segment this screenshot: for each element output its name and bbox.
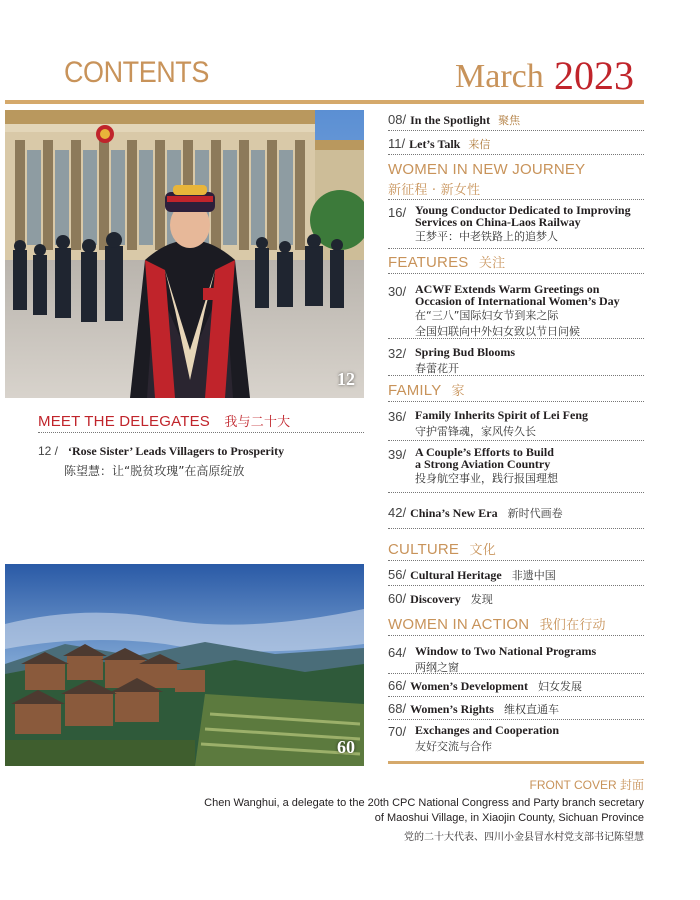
entry-title-cn: 王梦平：中老铁路上的追梦人 <box>415 230 558 243</box>
entry-page-number: 56/ <box>388 567 407 582</box>
toc-divider <box>388 154 644 155</box>
entry-title-en: Window to Two National Programs <box>415 644 597 658</box>
entry-page-number: 36/ <box>388 409 407 424</box>
entry-page-number: 16/ <box>388 205 407 220</box>
toc-divider <box>388 696 644 697</box>
section-divider <box>388 273 644 274</box>
entry-title-en: ACWF Extends Warm Greetings on <box>415 282 600 296</box>
entry-title-cn: 聚焦 <box>498 114 521 127</box>
entry-page-number: 70/ <box>388 724 407 739</box>
entry-page-number: 11/ <box>388 136 406 151</box>
entry-page-number: 42/ <box>388 505 407 520</box>
entry-title-cn: 在“三八”国际妇女节到来之际 <box>415 309 559 322</box>
header-rule <box>5 100 644 104</box>
toc-entry-16[interactable] <box>388 203 631 243</box>
entry-title-en: Family Inherits Spirit of Lei Feng <box>415 408 588 422</box>
entry-page-number: 66/ <box>388 678 407 693</box>
section-heading-en: FEATURES <box>388 254 469 271</box>
section-divider <box>388 635 644 636</box>
entry-title-en: A Couple’s Efforts to Build <box>415 445 554 459</box>
entry-page-number: 12 / <box>38 444 59 458</box>
section-heading-cn: 新征程 · 新女性 <box>388 183 481 198</box>
section-features <box>388 252 505 271</box>
entry-title-en: Exchanges and Cooperation <box>415 723 560 737</box>
entry-title-en: In the Spotlight <box>410 113 491 127</box>
toc-entry-30[interactable] <box>388 282 620 338</box>
toc-divider <box>388 528 644 529</box>
entry-title-cn: 陈望慧：让“脱贫玫瑰”在高原绽放 <box>64 464 245 478</box>
toc-divider <box>388 248 644 249</box>
entry-title-en: Women’s Rights <box>410 702 494 716</box>
section-heading-cn: 我们在行动 <box>539 618 606 633</box>
entry-title-cn-line2: 全国妇联向中外妇女致以节日问候 <box>415 325 580 338</box>
entry-title-cn: 投身航空事业，践行报国理想 <box>415 472 558 485</box>
entry-title-en-line2: Occasion of International Women’s Day <box>415 294 620 308</box>
entry-title-cn: 来信 <box>468 138 491 151</box>
toc-divider <box>388 492 644 493</box>
section-heading-cn: 关注 <box>478 256 506 271</box>
toc-entry-36[interactable] <box>388 408 588 438</box>
section-heading-en: WOMEN IN ACTION <box>388 616 530 633</box>
entry-title-en-line2: a Strong Aviation Country <box>415 457 551 471</box>
entry-page-number: 39/ <box>388 447 407 462</box>
toc-divider <box>388 719 644 720</box>
toc-entry-66[interactable] <box>388 677 582 695</box>
top-photo <box>5 110 364 398</box>
entry-page-number: 60/ <box>388 591 407 606</box>
toc-entry-lets-talk[interactable] <box>388 135 490 153</box>
entry-title-en: Young Conductor Dedicated to Improving <box>415 203 631 217</box>
toc-entry-56[interactable] <box>388 566 556 584</box>
bottom-photo <box>5 564 364 766</box>
issue-year: 2023 <box>554 53 634 98</box>
entry-title-cn: 友好交流与合作 <box>415 740 492 753</box>
toc-entry-32[interactable] <box>388 345 516 375</box>
entry-title-cn: 发现 <box>470 593 493 606</box>
entry-title-en: Discovery <box>410 592 461 606</box>
toc-bottom-rule <box>388 761 644 764</box>
entry-title-cn: 妇女发展 <box>537 680 582 693</box>
front-cover-label: FRONT COVER 封面 <box>529 778 644 792</box>
delegates-entry[interactable] <box>38 442 368 479</box>
toc-divider <box>388 585 644 586</box>
entry-title-en: Let’s Talk <box>409 137 461 151</box>
toc-entry-spotlight[interactable] <box>388 111 520 129</box>
cover-caption-cn: 党的二十大代表、四川小金县冒水村党支部书记陈望慧 <box>404 832 644 843</box>
entry-page-number: 08/ <box>388 112 407 127</box>
entry-title-en: Women’s Development <box>410 679 528 693</box>
section-heading-en: WOMEN IN NEW JOURNEY <box>388 161 586 178</box>
section-divider <box>388 199 644 200</box>
village-photo-illustration <box>5 564 364 766</box>
bottom-photo-page-number: 60 <box>337 737 355 757</box>
toc-entry-39[interactable] <box>388 445 558 485</box>
section-divider <box>388 560 644 561</box>
toc-divider <box>388 673 644 674</box>
entry-title-en: Spring Bud Blooms <box>415 345 516 359</box>
toc-entry-68[interactable] <box>388 700 559 718</box>
entry-page-number: 64/ <box>388 645 407 660</box>
entry-title-cn: 守护雷锋魂，家风传久长 <box>415 425 536 438</box>
top-photo-page-number: 12 <box>337 369 355 389</box>
entry-title-en-line2: Services on China-Laos Railway <box>415 215 581 229</box>
entry-title-cn: 新时代画卷 <box>507 507 563 520</box>
section-heading-en: FAMILY <box>388 382 442 399</box>
section-heading-en: CULTURE <box>388 541 460 558</box>
section-women-in-action <box>388 614 606 633</box>
toc-entry-70[interactable] <box>388 723 560 753</box>
delegate-photo-illustration <box>5 110 364 398</box>
section-divider <box>38 432 364 433</box>
entry-title-en: China’s New Era <box>410 506 498 520</box>
toc-entry-60[interactable] <box>388 590 493 608</box>
entry-title-en: Cultural Heritage <box>410 568 502 582</box>
section-heading-cn: 文化 <box>469 543 496 558</box>
section-heading-en: MEET THE DELEGATES <box>38 413 210 430</box>
entry-page-number: 32/ <box>388 346 407 361</box>
section-meet-the-delegates <box>38 411 290 430</box>
entry-title-cn: 非遗中国 <box>511 569 556 582</box>
section-heading-cn: 家 <box>451 384 465 399</box>
entry-page-number: 30/ <box>388 284 407 299</box>
toc-entry-64[interactable] <box>388 644 597 674</box>
entry-title-en: ‘Rose Sister’ Leads Villagers to Prosperity <box>68 444 285 458</box>
entry-page-number: 68/ <box>388 701 407 716</box>
toc-divider <box>388 338 644 339</box>
section-heading-cn: 我与二十大 <box>224 415 291 430</box>
section-women-in-new-journey <box>388 161 585 198</box>
issue-month: March <box>455 58 544 95</box>
entry-title-cn: 维权直通车 <box>503 703 559 716</box>
cover-caption-line2: of Maoshui Village, in Xiaojin County, Sichuan Province <box>374 812 644 824</box>
section-family <box>388 380 465 399</box>
section-divider <box>388 401 644 402</box>
toc-divider <box>388 130 644 131</box>
page-title: CONTENTS <box>64 56 209 89</box>
entry-title-cn: 春蕾花开 <box>415 362 459 375</box>
cover-caption-line1: Chen Wanghui, a delegate to the 20th CPC National Congress and Party branch secretary <box>204 797 644 809</box>
toc-divider <box>388 440 644 441</box>
toc-divider <box>388 375 644 376</box>
toc-entry-42[interactable] <box>388 504 563 522</box>
section-culture <box>388 539 496 558</box>
entry-title-cn: 两纲之窗 <box>415 661 459 674</box>
